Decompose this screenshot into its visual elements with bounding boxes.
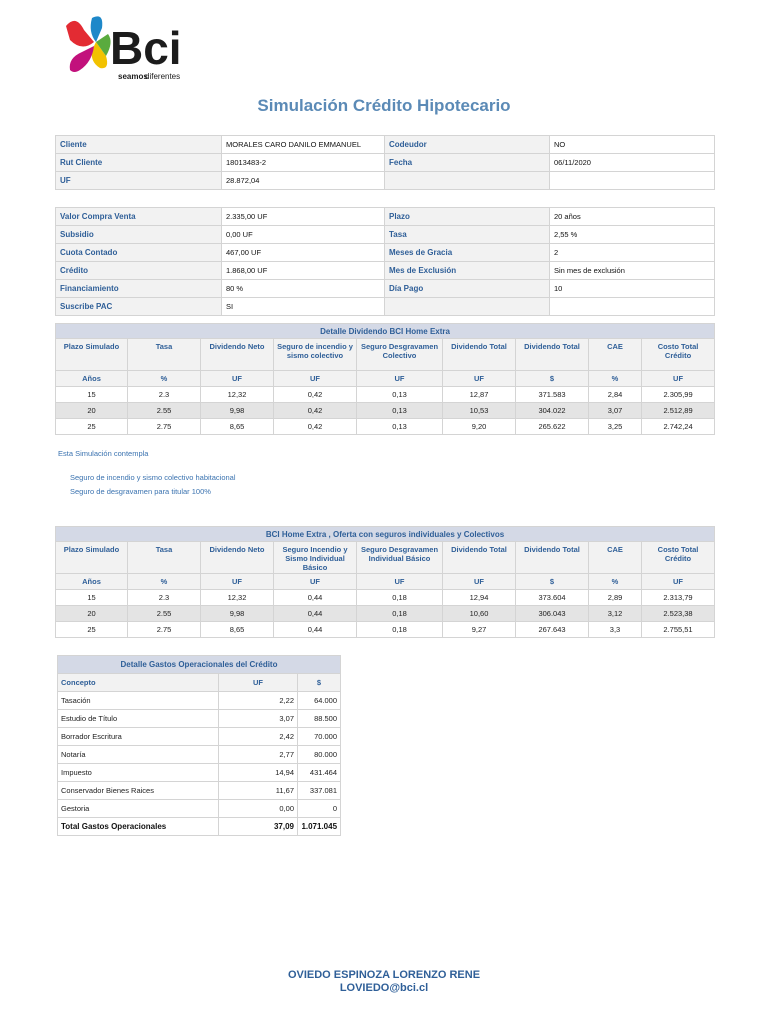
table-cell: 0,13 <box>357 403 443 419</box>
table-cell: 2.55 <box>128 403 201 419</box>
field-value: 0,00 UF <box>222 226 385 244</box>
field-label: Cuota Contado <box>56 244 222 262</box>
table-cell: 0,44 <box>274 590 357 606</box>
unit-header: % <box>128 574 201 590</box>
field-value: 10 <box>550 280 715 298</box>
field-value: MORALES CARO DANILO EMMANUEL <box>222 136 385 154</box>
table-cell: 64.000 <box>298 692 341 710</box>
unit-header: % <box>128 371 201 387</box>
table-cell: 3,25 <box>589 419 642 435</box>
unit-header: UF <box>357 574 443 590</box>
table-cell: 2,22 <box>219 692 298 710</box>
table-cell: Tasación <box>58 692 219 710</box>
table-cell: 2.3 <box>128 590 201 606</box>
table-cell: 306.043 <box>516 606 589 622</box>
svg-text:Bci: Bci <box>110 22 182 74</box>
units-row <box>56 574 715 590</box>
table-cell: 2.742,24 <box>642 419 715 435</box>
table-cell: 2,89 <box>589 590 642 606</box>
table-row <box>58 728 341 746</box>
table-row <box>56 403 715 419</box>
column-header: Plazo Simulado <box>56 542 128 574</box>
table-row <box>58 710 341 728</box>
table-cell: 25 <box>56 622 128 638</box>
table-cell: 88.500 <box>298 710 341 728</box>
field-value: 2.335,00 UF <box>222 208 385 226</box>
unit-header: UF <box>443 371 516 387</box>
info-row <box>56 154 715 172</box>
field-value: 1.868,00 UF <box>222 262 385 280</box>
simulation-note-item: Seguro de incendio y sismo colectivo habitacional <box>70 473 236 482</box>
column-header: CAE <box>589 542 642 574</box>
column-header: Dividendo Neto <box>201 339 274 371</box>
table-cell: 12,32 <box>201 387 274 403</box>
page-title: Simulación Crédito Hipotecario <box>257 96 511 115</box>
table-cell: 2.75 <box>128 419 201 435</box>
column-header: Tasa <box>128 339 201 371</box>
field-label <box>385 172 550 190</box>
field-label: Crédito <box>56 262 222 280</box>
field-label: Fecha <box>385 154 550 172</box>
field-label: Financiamiento <box>56 280 222 298</box>
unit-header: UF <box>357 371 443 387</box>
table-cell: 8,65 <box>201 419 274 435</box>
unit-header: % <box>589 574 642 590</box>
unit-header: UF <box>201 574 274 590</box>
table-cell: 2,84 <box>589 387 642 403</box>
simulation-note: Esta Simulación contempla <box>58 449 149 458</box>
table-row <box>56 606 715 622</box>
field-label: Plazo <box>385 208 550 226</box>
total-cell: 1.071.045 <box>298 818 341 836</box>
info-row <box>56 208 715 226</box>
total-row <box>58 818 341 836</box>
column-header: Dividendo Total <box>516 339 589 371</box>
field-label: Codeudor <box>385 136 550 154</box>
table-cell: 2.313,79 <box>642 590 715 606</box>
table-cell: 80.000 <box>298 746 341 764</box>
table-cell: Conservador Bienes Raices <box>58 782 219 800</box>
table-cell: 3,12 <box>589 606 642 622</box>
table-cell: 0,42 <box>274 387 357 403</box>
column-header: UF <box>219 674 298 692</box>
table-cell: 0,42 <box>274 403 357 419</box>
table-cell: 20 <box>56 606 128 622</box>
table-cell: 0,00 <box>219 800 298 818</box>
info-row <box>56 226 715 244</box>
table-cell: 267.643 <box>516 622 589 638</box>
dividendo-table-colectivo <box>55 323 715 435</box>
unit-header: UF <box>274 371 357 387</box>
field-value: 06/11/2020 <box>550 154 715 172</box>
table-cell: 3,07 <box>219 710 298 728</box>
table-caption: Detalle Dividendo BCI Home Extra <box>56 324 715 339</box>
table-cell: 20 <box>56 403 128 419</box>
column-header: Dividendo Total <box>443 542 516 574</box>
bci-logo <box>62 12 202 82</box>
table-row <box>56 419 715 435</box>
field-value <box>550 172 715 190</box>
table-row <box>58 764 341 782</box>
field-value: 2 <box>550 244 715 262</box>
table-cell: 15 <box>56 590 128 606</box>
svg-text:seamos: seamos <box>118 72 148 81</box>
table-cell: 304.022 <box>516 403 589 419</box>
table-cell: 431.464 <box>298 764 341 782</box>
unit-header: % <box>589 371 642 387</box>
table-row <box>56 590 715 606</box>
table-cell: 0,13 <box>357 387 443 403</box>
table-cell: 10,60 <box>443 606 516 622</box>
table-cell: 2.512,89 <box>642 403 715 419</box>
table-cell: 8,65 <box>201 622 274 638</box>
table-cell: 0,13 <box>357 419 443 435</box>
info-row <box>56 136 715 154</box>
bci-logo-icon <box>62 12 202 82</box>
field-label: UF <box>56 172 222 190</box>
table-cell: 9,98 <box>201 606 274 622</box>
field-value: Sin mes de exclusión <box>550 262 715 280</box>
info-row <box>56 298 715 316</box>
table-cell: 0,18 <box>357 606 443 622</box>
unit-header: UF <box>201 371 274 387</box>
column-header: Dividendo Neto <box>201 542 274 574</box>
field-value: 80 % <box>222 280 385 298</box>
simulation-note-item: Seguro de desgravamen para titular 100% <box>70 487 211 496</box>
table-cell: 70.000 <box>298 728 341 746</box>
table-cell: 15 <box>56 387 128 403</box>
table-cell: 373.604 <box>516 590 589 606</box>
table-caption: BCI Home Extra , Oferta con seguros individuales y Colectivos <box>56 527 715 542</box>
client-info-table <box>55 135 715 190</box>
column-header: Seguro Desgravamen Individual Básico <box>357 542 443 574</box>
table-cell: 10,53 <box>443 403 516 419</box>
table-row <box>56 622 715 638</box>
unit-header: Años <box>56 371 128 387</box>
loan-info-table <box>55 207 715 316</box>
column-header: Seguro Desgravamen Colectivo <box>357 339 443 371</box>
table-cell: 14,94 <box>219 764 298 782</box>
column-header: CAE <box>589 339 642 371</box>
field-label: Tasa <box>385 226 550 244</box>
column-header: $ <box>298 674 341 692</box>
field-value: 467,00 UF <box>222 244 385 262</box>
table-cell: 12,94 <box>443 590 516 606</box>
unit-header: Años <box>56 574 128 590</box>
table-caption: Detalle Gastos Operacionales del Crédito <box>58 656 341 674</box>
info-row <box>56 244 715 262</box>
table-cell: 0,42 <box>274 419 357 435</box>
advisor-email[interactable]: LOVIEDO@bci.cl <box>339 982 429 994</box>
column-header: Dividendo Total <box>516 542 589 574</box>
table-cell: 0,44 <box>274 606 357 622</box>
table-cell: 0,18 <box>357 590 443 606</box>
table-cell: 337.081 <box>298 782 341 800</box>
table-cell: 2,77 <box>219 746 298 764</box>
column-header: Concepto <box>58 674 219 692</box>
column-header: Seguro de incendio y sismo colectivo <box>274 339 357 371</box>
table-cell: 2.755,51 <box>642 622 715 638</box>
column-header: Costo Total Crédito <box>642 339 715 371</box>
field-value: NO <box>550 136 715 154</box>
table-cell: Gestoria <box>58 800 219 818</box>
header-row <box>56 542 715 574</box>
table-cell: 12,32 <box>201 590 274 606</box>
unit-header: UF <box>642 574 715 590</box>
table-cell: 371.583 <box>516 387 589 403</box>
column-header: Seguro Incendio y Sismo Individual Básico <box>274 542 357 574</box>
table-cell: 3,07 <box>589 403 642 419</box>
table-cell: 9,98 <box>201 403 274 419</box>
table-cell: Borrador Escritura <box>58 728 219 746</box>
table-row <box>58 782 341 800</box>
column-header: Tasa <box>128 542 201 574</box>
field-label: Subsidio <box>56 226 222 244</box>
field-label: Mes de Exclusión <box>385 262 550 280</box>
field-value: SI <box>222 298 385 316</box>
info-row <box>56 172 715 190</box>
table-cell: 0 <box>298 800 341 818</box>
table-row <box>56 387 715 403</box>
table-cell: Estudio de Título <box>58 710 219 728</box>
unit-header: UF <box>274 574 357 590</box>
svg-text:diferentes: diferentes <box>145 72 181 81</box>
field-label: Suscribe PAC <box>56 298 222 316</box>
table-cell: 0,18 <box>357 622 443 638</box>
info-row <box>56 280 715 298</box>
unit-header: $ <box>516 371 589 387</box>
table-cell: Impuesto <box>58 764 219 782</box>
table-row <box>58 800 341 818</box>
total-cell: Total Gastos Operacionales <box>58 818 219 836</box>
table-cell: 12,87 <box>443 387 516 403</box>
field-label <box>385 298 550 316</box>
total-cell: 37,09 <box>219 818 298 836</box>
header-row <box>56 339 715 371</box>
units-row <box>56 371 715 387</box>
table-cell: 2.523,38 <box>642 606 715 622</box>
advisor-name: OVIEDO ESPINOZA LORENZO RENE <box>287 969 481 981</box>
table-cell: 9,20 <box>443 419 516 435</box>
table-cell: Notaría <box>58 746 219 764</box>
unit-header: $ <box>516 574 589 590</box>
table-cell: 2.305,99 <box>642 387 715 403</box>
table-cell: 2.3 <box>128 387 201 403</box>
field-label: Meses de Gracia <box>385 244 550 262</box>
field-label: Día Pago <box>385 280 550 298</box>
table-cell: 9,27 <box>443 622 516 638</box>
table-cell: 2.55 <box>128 606 201 622</box>
field-value: 18013483-2 <box>222 154 385 172</box>
table-row <box>58 692 341 710</box>
field-label: Valor Compra Venta <box>56 208 222 226</box>
table-cell: 11,67 <box>219 782 298 800</box>
column-header: Dividendo Total <box>443 339 516 371</box>
column-header: Costo Total Crédito <box>642 542 715 574</box>
unit-header: UF <box>642 371 715 387</box>
field-value: 20 años <box>550 208 715 226</box>
column-header: Plazo Simulado <box>56 339 128 371</box>
info-row <box>56 262 715 280</box>
gastos-table <box>57 655 341 836</box>
table-cell: 25 <box>56 419 128 435</box>
table-cell: 265.622 <box>516 419 589 435</box>
table-cell: 2,42 <box>219 728 298 746</box>
field-value: 2,55 % <box>550 226 715 244</box>
field-label: Rut Cliente <box>56 154 222 172</box>
table-row <box>58 746 341 764</box>
field-value: 28.872,04 <box>222 172 385 190</box>
dividendo-table-individual <box>55 526 715 638</box>
field-value <box>550 298 715 316</box>
table-cell: 2.75 <box>128 622 201 638</box>
table-cell: 3,3 <box>589 622 642 638</box>
field-label: Cliente <box>56 136 222 154</box>
unit-header: UF <box>443 574 516 590</box>
table-cell: 0,44 <box>274 622 357 638</box>
